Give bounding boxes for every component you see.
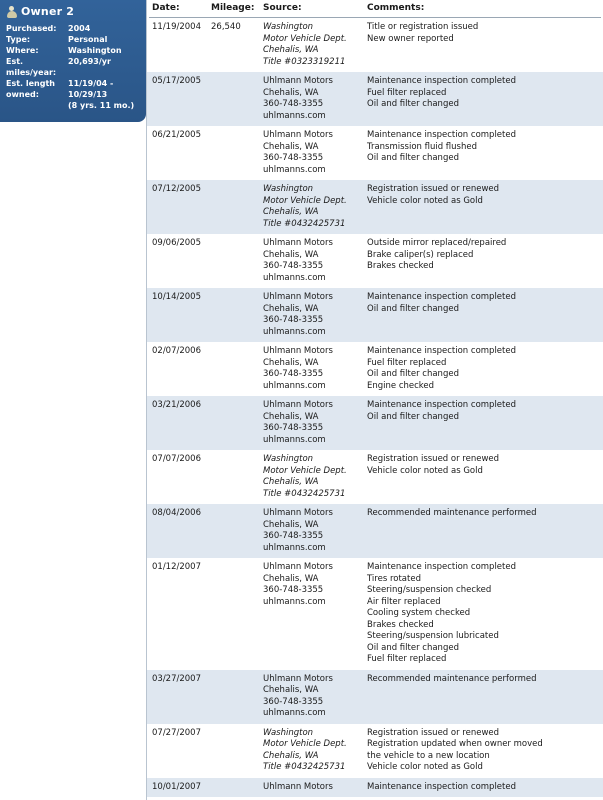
source-line: 360-748-3355 — [263, 261, 324, 271]
comment-line: Oil and filter changed — [367, 411, 459, 422]
comment-line: Vehicle color noted as Gold — [367, 195, 483, 206]
owner-field-value: Personal — [68, 35, 108, 44]
cell-source — [263, 782, 367, 794]
owner-duration: (8 yrs. 11 mo.) — [68, 101, 135, 110]
comment-line: Steering/suspension checked — [367, 585, 492, 595]
source-line: Chehalis, WA — [263, 249, 319, 260]
table-row — [147, 234, 603, 288]
person-icon — [6, 6, 17, 18]
owner-field-where — [6, 45, 140, 56]
source-line: Washington — [263, 22, 314, 32]
comment-line: Cooling system checked — [367, 608, 471, 618]
source-line: 360-748-3355 — [263, 423, 324, 433]
comment-line: Maintenance inspection completed — [367, 130, 516, 140]
source-line: 360-748-3355 — [263, 99, 324, 109]
source-line: Uhlmann Motors — [263, 673, 333, 684]
owner-field-value: 2004 — [68, 24, 91, 33]
cell-date: 10/01/2007 — [152, 781, 201, 792]
source-line: uhlmanns.com — [263, 708, 326, 718]
source-line: Chehalis, WA — [263, 357, 319, 368]
source-line: Uhlmann Motors — [263, 508, 333, 518]
comment-line: Outside mirror replaced/repaired — [367, 238, 507, 248]
cell-date: 06/21/2005 — [152, 130, 201, 140]
comment-line: Vehicle color noted as Gold — [367, 762, 483, 772]
source-line: Title #0432425731 — [263, 762, 346, 772]
source-line: Chehalis, WA — [263, 141, 319, 152]
comment-line: Registration issued or renewed — [367, 727, 500, 738]
comment-line: Oil and filter changed — [367, 303, 459, 314]
source-line: Uhlmann Motors — [263, 292, 333, 302]
cell-comments — [367, 22, 603, 45]
source-line: Motor Vehicle Dept. — [263, 465, 347, 476]
comment-line: Engine checked — [367, 380, 435, 391]
cell-date: 07/12/2005 — [152, 184, 201, 194]
table-body — [147, 18, 603, 797]
table-row — [147, 396, 603, 450]
source-line: 360-748-3355 — [263, 369, 324, 379]
source-line: Chehalis, WA — [263, 303, 319, 314]
owner-header — [6, 5, 140, 18]
source-line: uhlmanns.com — [263, 326, 326, 337]
comment-line: Registration issued or renewed — [367, 454, 500, 464]
cell-source — [263, 674, 367, 720]
source-line: Uhlmann Motors — [263, 346, 333, 356]
table-row — [147, 18, 603, 72]
source-line: Chehalis, WA — [263, 87, 319, 98]
source-line: uhlmanns.com — [263, 380, 326, 391]
owner-panel — [0, 0, 146, 800]
cell-comments — [367, 346, 603, 392]
owner-field-label: Where: — [6, 46, 39, 55]
source-line: Uhlmann Motors — [263, 238, 333, 248]
cell-date: 01/12/2007 — [152, 562, 201, 572]
owner-field-label: Type: — [6, 35, 31, 44]
comment-line: Registration issued or renewed — [367, 184, 500, 194]
cell-source — [263, 184, 367, 230]
source-line: 360-748-3355 — [263, 531, 324, 541]
owner-field-value: 11/19/04 - — [68, 79, 114, 88]
header-date: Date: — [152, 3, 180, 13]
table-row — [147, 778, 603, 798]
source-line: Uhlmann Motors — [263, 562, 333, 572]
history-table — [147, 0, 603, 800]
source-line: uhlmanns.com — [263, 272, 326, 283]
cell-comments — [367, 728, 603, 774]
source-line: Washington — [263, 454, 314, 464]
source-line: Uhlmann Motors — [263, 76, 333, 86]
table-header-row — [147, 0, 603, 17]
comment-line: Vehicle color noted as Gold — [367, 465, 483, 476]
cell-date: 07/07/2006 — [152, 454, 201, 464]
source-line: 360-748-3355 — [263, 696, 324, 707]
owner-summary-card — [0, 0, 146, 122]
table-row — [147, 724, 603, 778]
source-line: Uhlmann Motors — [263, 781, 333, 792]
source-line: Motor Vehicle Dept. — [263, 195, 347, 206]
cell-comments — [367, 130, 603, 165]
table-row — [147, 558, 603, 670]
cell-date: 07/27/2007 — [152, 727, 201, 738]
header-mileage: Mileage: — [211, 3, 255, 13]
cell-comments — [367, 454, 603, 477]
cell-date: 03/21/2006 — [152, 400, 201, 410]
owner-field-label: Est. length — [6, 79, 55, 88]
cell-comments — [367, 508, 603, 520]
source-line: Chehalis, WA — [263, 207, 319, 217]
header-source: Source: — [263, 3, 302, 13]
comment-line: Recommended maintenance performed — [367, 508, 537, 518]
owner-field-label: Purchased: — [6, 24, 57, 33]
source-line: Chehalis, WA — [263, 45, 319, 55]
comment-line: Oil and filter changed — [367, 99, 459, 109]
comment-line: Maintenance inspection completed — [367, 76, 516, 86]
owner-field-label: owned: — [6, 90, 39, 99]
source-line: Chehalis, WA — [263, 477, 319, 487]
owner-fields — [6, 23, 140, 111]
cell-source — [263, 508, 367, 554]
owner-field-label: Est. miles/year: — [6, 57, 57, 77]
owner-field-purchased — [6, 23, 140, 34]
cell-date: 09/06/2005 — [152, 238, 201, 248]
comment-line: Registration updated when owner moved — [367, 739, 543, 749]
source-line: uhlmanns.com — [263, 434, 326, 445]
cell-date: 02/07/2006 — [152, 346, 201, 356]
source-line: Title #0432425731 — [263, 218, 346, 229]
cell-source — [263, 400, 367, 446]
source-line: Uhlmann Motors — [263, 130, 333, 140]
owner-field-value: 20,693/yr — [68, 57, 111, 66]
comment-line: Steering/suspension lubricated — [367, 631, 499, 641]
cell-source — [263, 454, 367, 500]
comment-line: Maintenance inspection completed — [367, 562, 516, 572]
cell-source — [263, 76, 367, 122]
owner-field-value: 10/29/13 — [68, 90, 108, 99]
table-row — [147, 180, 603, 234]
cell-date: 10/14/2005 — [152, 292, 201, 302]
table-row — [147, 288, 603, 342]
comment-line: Maintenance inspection completed — [367, 292, 516, 302]
cell-date: 03/27/2007 — [152, 673, 201, 684]
cell-source — [263, 728, 367, 774]
table-row — [147, 504, 603, 558]
cell-mileage: 26,540 — [211, 22, 241, 32]
cell-comments — [367, 562, 603, 666]
comment-line: Recommended maintenance performed — [367, 673, 537, 684]
source-line: Chehalis, WA — [263, 573, 319, 584]
owner-title: Owner 2 — [21, 5, 75, 18]
comment-line: Maintenance inspection completed — [367, 346, 516, 356]
source-line: Washington — [263, 727, 314, 738]
comment-line: Maintenance inspection completed — [367, 400, 516, 410]
cell-comments — [367, 782, 603, 794]
cell-date: 05/17/2005 — [152, 76, 201, 86]
comment-line: Brake caliper(s) replaced — [367, 249, 474, 260]
source-line: Chehalis, WA — [263, 519, 319, 530]
cell-comments — [367, 400, 603, 423]
comment-line: Oil and filter changed — [367, 369, 459, 379]
cell-source — [263, 238, 367, 284]
source-line: 360-748-3355 — [263, 585, 324, 595]
source-line: Motor Vehicle Dept. — [263, 739, 347, 749]
comment-line: Brakes checked — [367, 261, 434, 271]
cell-source — [263, 292, 367, 338]
source-line: Chehalis, WA — [263, 411, 319, 422]
owner-field-value: Washington — [68, 46, 122, 55]
owner-field-est-miles — [6, 56, 140, 78]
cell-date: 08/04/2006 — [152, 508, 201, 518]
cell-comments — [367, 292, 603, 315]
source-line: Chehalis, WA — [263, 685, 319, 695]
cell-comments — [367, 184, 603, 207]
source-line: 360-748-3355 — [263, 315, 324, 325]
source-line: Uhlmann Motors — [263, 400, 333, 410]
table-row — [147, 72, 603, 126]
comment-line: New owner reported — [367, 33, 454, 44]
comment-line: Brakes checked — [367, 619, 434, 630]
source-line: Title #0432425731 — [263, 488, 346, 499]
source-line: Chehalis, WA — [263, 750, 319, 761]
source-line: uhlmanns.com — [263, 542, 326, 553]
comment-line: Fuel filter replaced — [367, 357, 447, 368]
source-line: Title #0323319211 — [263, 56, 346, 67]
comment-line: Fuel filter replaced — [367, 87, 447, 98]
table-row — [147, 670, 603, 724]
cell-source — [263, 22, 367, 68]
source-line: uhlmanns.com — [263, 596, 326, 607]
table-row — [147, 126, 603, 180]
cell-source — [263, 562, 367, 608]
source-line: uhlmanns.com — [263, 110, 326, 121]
comment-line: Maintenance inspection completed — [367, 781, 516, 792]
source-line: Washington — [263, 184, 314, 194]
cell-comments — [367, 674, 603, 686]
cell-comments — [367, 238, 603, 273]
comment-line: Tires rotated — [367, 573, 421, 584]
cell-date: 11/19/2004 — [152, 22, 201, 32]
table-row — [147, 342, 603, 396]
cell-comments — [367, 76, 603, 111]
source-line: uhlmanns.com — [263, 164, 326, 175]
cell-source — [263, 346, 367, 392]
table-row — [147, 450, 603, 504]
source-line: 360-748-3355 — [263, 153, 324, 163]
comment-line: Transmission fluid flushed — [367, 141, 477, 152]
comment-line: Fuel filter replaced — [367, 654, 447, 664]
comment-line: Air filter replaced — [367, 596, 441, 607]
owner-field-owned — [6, 89, 140, 100]
comment-line: Oil and filter changed — [367, 642, 459, 653]
comment-line: the vehicle to a new location — [367, 750, 490, 761]
owner-field-est-length — [6, 78, 140, 89]
comment-line: Title or registration issued — [367, 22, 479, 32]
owner-field-type — [6, 34, 140, 45]
cell-source — [263, 130, 367, 176]
header-comments: Comments: — [367, 3, 425, 13]
source-line: Motor Vehicle Dept. — [263, 33, 347, 44]
comment-line: Oil and filter changed — [367, 153, 459, 163]
